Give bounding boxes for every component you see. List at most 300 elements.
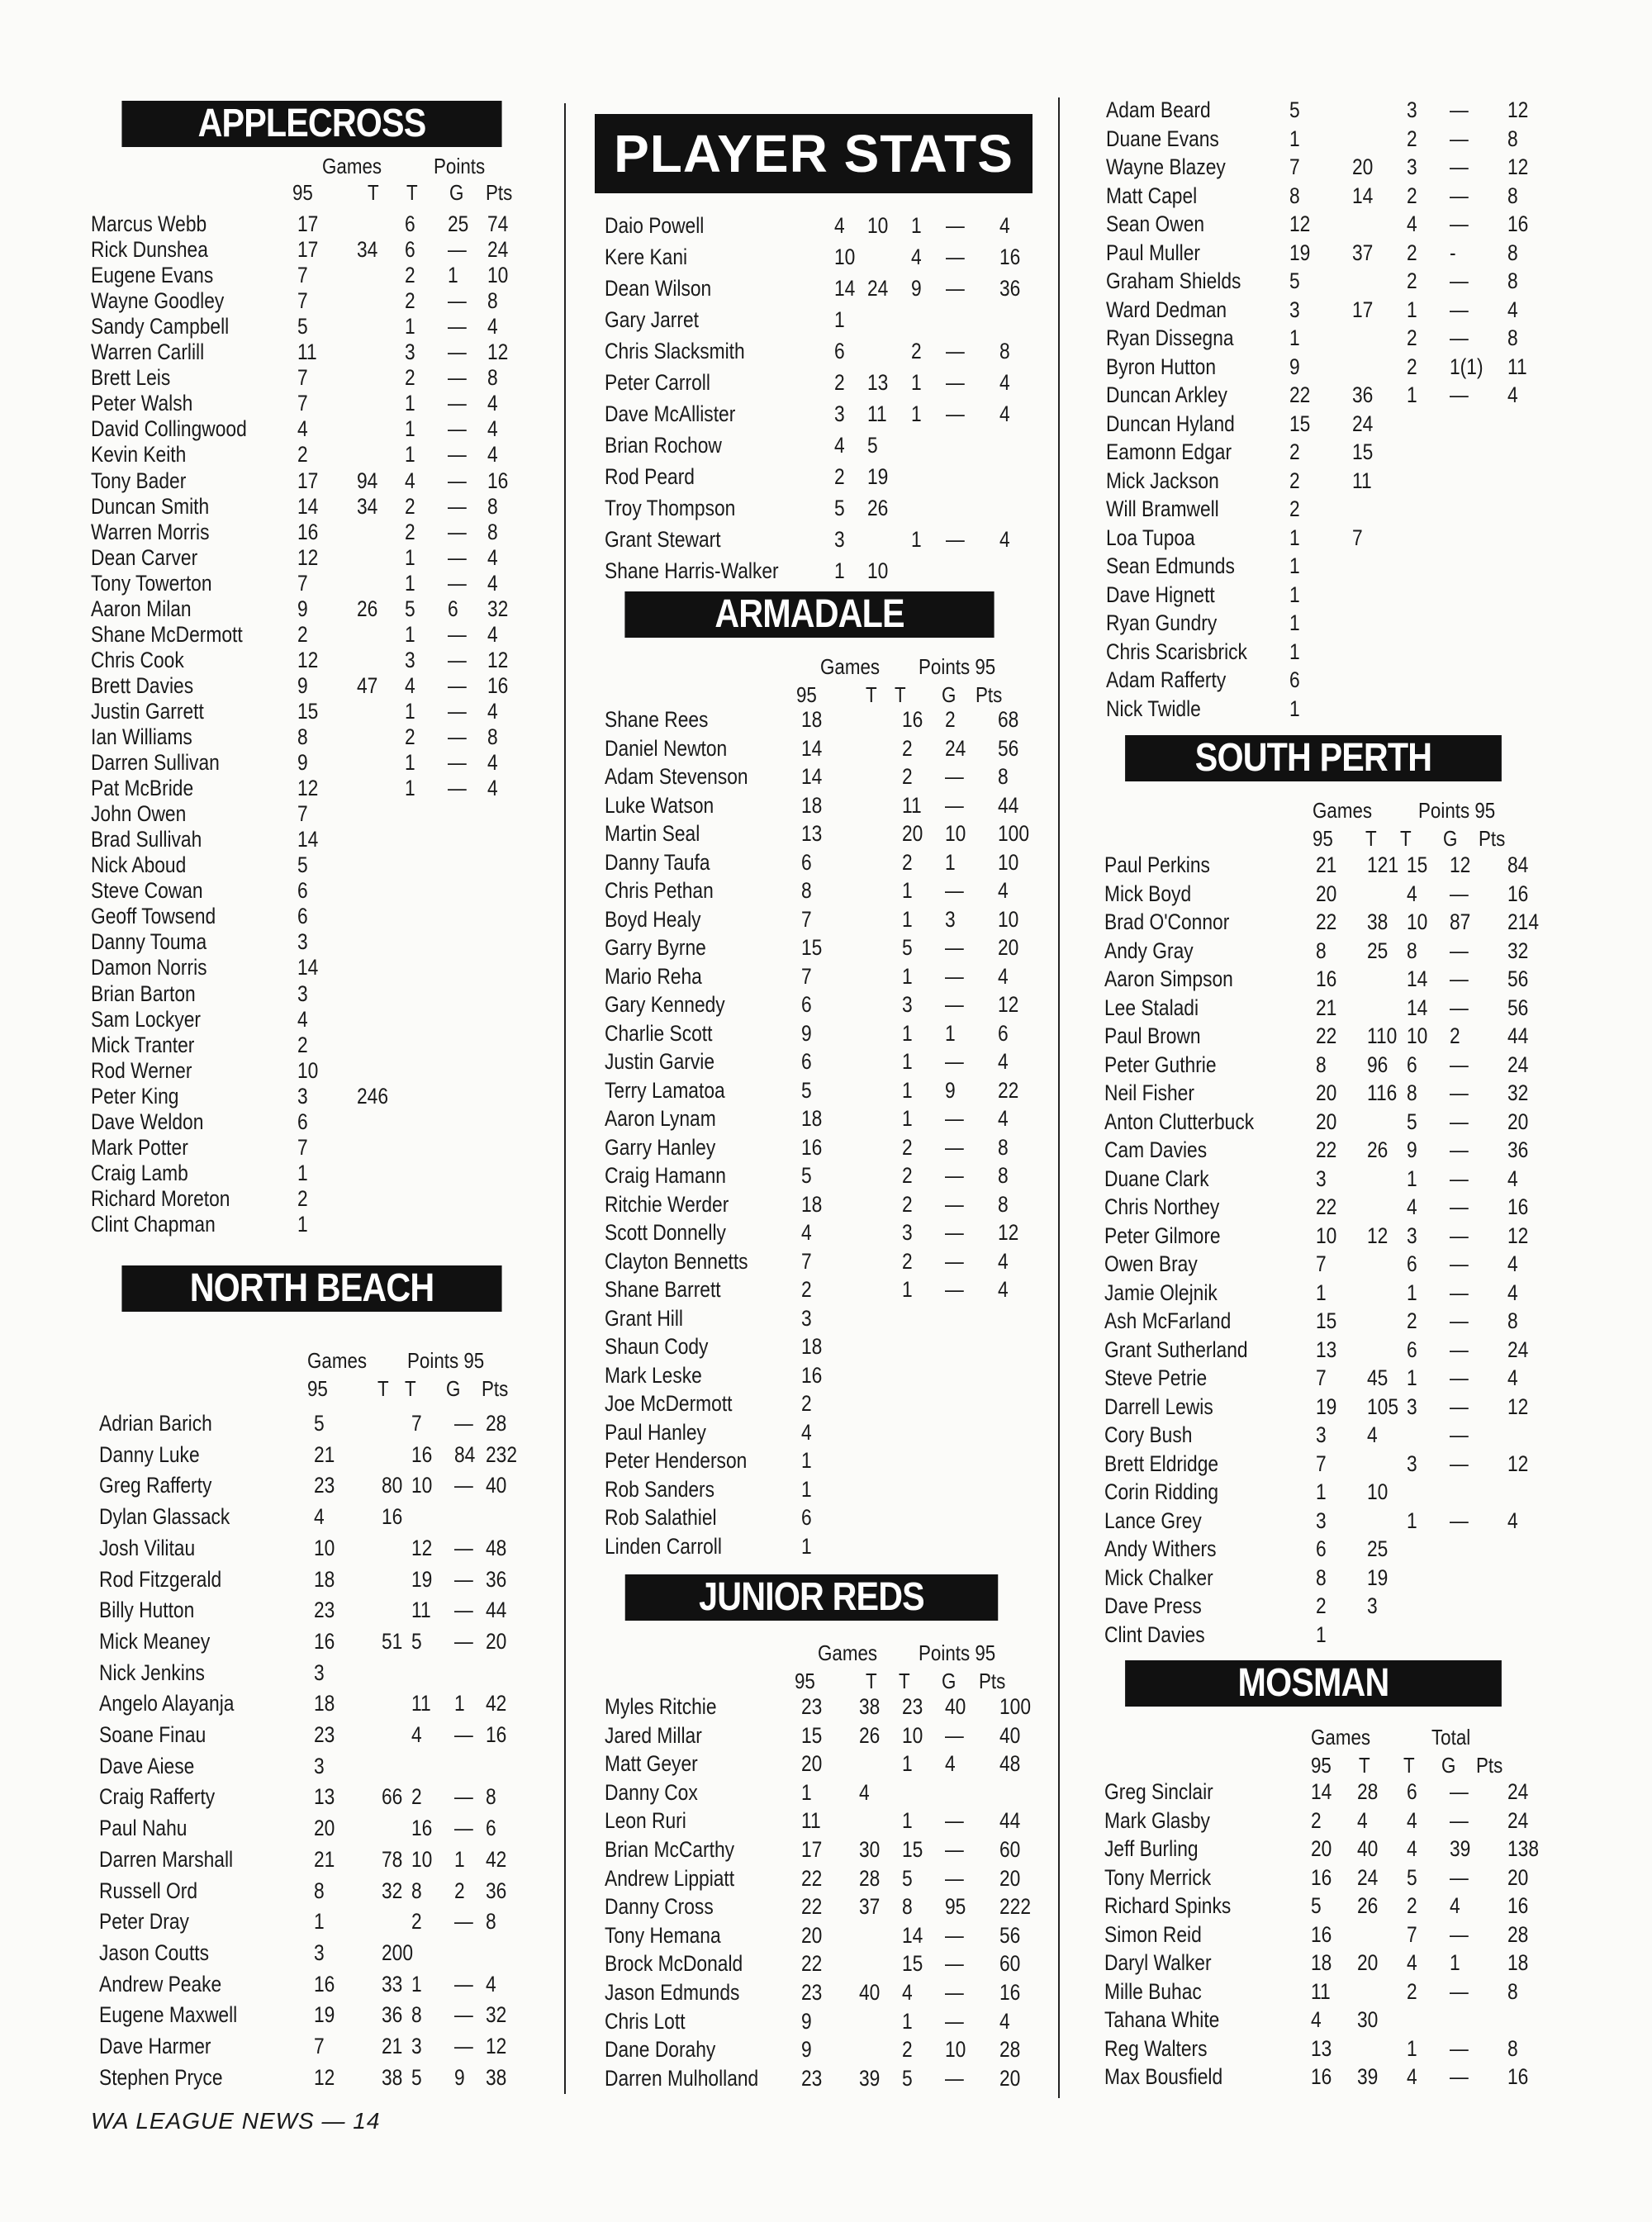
goals: — <box>945 992 964 1017</box>
table-row <box>1094 1166 1532 1195</box>
table-row <box>91 1212 533 1237</box>
table-row <box>91 1754 533 1785</box>
goals: — <box>1450 1978 1469 2004</box>
games-95: 9 <box>801 2008 812 2034</box>
tries: 2 <box>1407 240 1417 265</box>
games-95: 10 <box>834 245 856 269</box>
goals: 4 <box>945 1751 956 1777</box>
tries-t: 24 <box>867 276 889 301</box>
games-95: 22 <box>801 1894 823 1920</box>
goals: — <box>1450 211 1469 236</box>
points: 12 <box>1507 1393 1529 1419</box>
points: 36 <box>1507 1137 1529 1162</box>
games-95: 15 <box>1316 1308 1337 1333</box>
goals: — <box>1450 1166 1469 1191</box>
table-row <box>91 1161 533 1186</box>
points: 8 <box>1507 240 1518 265</box>
points: 8 <box>1507 268 1518 293</box>
tries-t: 246 <box>357 1083 389 1109</box>
points: 4 <box>998 1277 1009 1302</box>
tries-t: 10 <box>867 213 889 238</box>
tries: 23 <box>902 1694 923 1719</box>
player-name: Dane Dorahy <box>605 2037 716 2063</box>
table-row <box>1094 881 1532 910</box>
table-row <box>595 2009 1032 2038</box>
games-95: 4 <box>314 1504 325 1530</box>
points: 12 <box>1507 97 1529 122</box>
table-row <box>595 935 1032 964</box>
tries: 1 <box>911 401 922 426</box>
player-name: Soane Finau <box>99 1722 206 1747</box>
games-95: 2 <box>297 1185 308 1211</box>
table-row <box>1094 639 1532 668</box>
tries: 1 <box>1407 382 1417 407</box>
tries: 1 <box>911 527 922 552</box>
player-name: Kevin Keith <box>91 442 187 468</box>
tries-t: 34 <box>357 237 378 263</box>
points: 4 <box>487 544 498 570</box>
table-row <box>1094 1109 1532 1138</box>
tries-t: 4 <box>859 1779 870 1805</box>
tries-t: 17 <box>1352 297 1374 322</box>
table-row <box>595 307 1032 339</box>
points: 4 <box>1507 1251 1518 1276</box>
table-row <box>1094 1565 1532 1594</box>
games-95: 14 <box>834 276 856 301</box>
table-row <box>595 1866 1032 1895</box>
tries: 5 <box>411 2064 422 2090</box>
table-row <box>1094 995 1532 1024</box>
goals: — <box>946 213 965 238</box>
games-95: 12 <box>297 647 319 672</box>
tries-t: 15 <box>1352 439 1374 464</box>
table-row <box>1094 667 1532 696</box>
games-95: 19 <box>1289 240 1311 265</box>
points: 56 <box>998 735 1019 761</box>
games-95: 23 <box>801 1694 823 1719</box>
games-95: 2 <box>297 621 308 647</box>
games-95: 1 <box>1289 325 1300 350</box>
table-row <box>595 1951 1032 1980</box>
games-95: 7 <box>297 263 308 288</box>
tries: 7 <box>411 1411 422 1436</box>
goals: — <box>1450 1223 1469 1248</box>
tries: 11 <box>902 792 922 818</box>
games-95: 13 <box>801 821 823 846</box>
table-row <box>91 2002 533 2034</box>
games-95: 19 <box>314 2002 335 2028</box>
table-row <box>1094 1808 1532 1837</box>
points: 36 <box>999 276 1021 301</box>
table-row <box>1094 2007 1532 2036</box>
goals: — <box>1450 881 1469 906</box>
goals: — <box>1450 1422 1469 1447</box>
player-name: Jamie Olejnik <box>1104 1280 1218 1305</box>
games-95: 14 <box>297 955 319 980</box>
table-row <box>595 850 1032 879</box>
tries-t: 36 <box>1352 382 1374 407</box>
tries: 1 <box>1407 1280 1417 1305</box>
games-95: 4 <box>834 213 845 238</box>
games-95: 5 <box>801 1077 812 1103</box>
table-row <box>91 1536 533 1567</box>
table-row <box>1094 1865 1532 1894</box>
player-name: Chris Pethan <box>605 878 714 903</box>
goals: — <box>454 2002 473 2028</box>
player-name: Steve Cowan <box>91 878 203 904</box>
table-row <box>1094 1194 1532 1223</box>
player-name: Cory Bush <box>1104 1422 1193 1447</box>
tries: 8 <box>1407 938 1417 963</box>
goals: — <box>945 1191 964 1217</box>
player-name: Shane McDermott <box>91 621 243 647</box>
points: 4 <box>487 776 498 801</box>
points: 60 <box>999 1837 1021 1862</box>
tries: 2 <box>902 2037 913 2063</box>
tries: 2 <box>1407 1308 1417 1333</box>
games-95: 8 <box>314 1878 325 1903</box>
games-95: 20 <box>1316 1109 1337 1134</box>
tries-t: 30 <box>1357 2007 1379 2032</box>
tries-t: 47 <box>357 672 378 698</box>
tries: 2 <box>1407 325 1417 350</box>
points: 4 <box>487 442 498 468</box>
points: 4 <box>487 314 498 339</box>
tries: 1 <box>902 1020 913 1046</box>
games-95: 3 <box>314 1753 325 1778</box>
table-row <box>595 1192 1032 1221</box>
player-name: Dave Weldon <box>91 1109 204 1134</box>
table-row <box>1094 1337 1532 1366</box>
player-name: Richard Moreton <box>91 1185 230 1211</box>
games-95: 14 <box>297 827 319 852</box>
tries: 2 <box>1407 1978 1417 2004</box>
table-row <box>595 1163 1032 1192</box>
tries: 10 <box>1407 1023 1428 1048</box>
games-95: 21 <box>1316 852 1337 877</box>
player-name: Paul Hanley <box>605 1419 706 1445</box>
points: 32 <box>1507 1080 1529 1105</box>
tries: 1 <box>911 370 922 395</box>
goals: — <box>1450 1450 1469 1476</box>
table-row <box>595 1078 1032 1107</box>
goals: 39 <box>1450 1836 1471 1861</box>
team-banner: SOUTH PERTH <box>1125 735 1502 781</box>
player-name: Chris Cook <box>91 647 184 672</box>
player-name: Danny Luke <box>99 1441 200 1467</box>
points: 24 <box>487 237 509 263</box>
games-95: 8 <box>1316 938 1327 963</box>
points: 48 <box>486 1535 507 1560</box>
tries: 1 <box>405 621 415 647</box>
points: 10 <box>998 906 1019 932</box>
player-name: Marcus Webb <box>91 211 207 236</box>
goals: 6 <box>448 596 458 621</box>
player-name: Clint Chapman <box>91 1211 216 1237</box>
points: 12 <box>487 339 509 365</box>
table-row <box>1094 1422 1532 1451</box>
games-95: 9 <box>297 596 308 621</box>
player-name: Boyd Healy <box>605 906 701 932</box>
goals: — <box>1450 1393 1469 1419</box>
points: 8 <box>1507 2035 1518 2061</box>
player-name: Adam Rafferty <box>1106 667 1227 692</box>
player-name: Kere Kani <box>605 245 688 269</box>
table-row <box>1094 468 1532 497</box>
tries: 10 <box>411 1846 433 1872</box>
games-95: 5 <box>314 1411 325 1436</box>
tries: 1 <box>1407 1166 1417 1191</box>
player-name: Martin Seal <box>605 821 700 846</box>
games-95: 22 <box>1316 1194 1337 1219</box>
tries-t: 36 <box>382 2002 403 2028</box>
goals: — <box>1450 938 1469 963</box>
table-row <box>91 724 533 750</box>
table-row <box>91 596 533 622</box>
player-name: Paul Nahu <box>99 1816 188 1841</box>
player-name: Richard Spinks <box>1104 1893 1232 1918</box>
goals: — <box>1450 154 1469 179</box>
table-row <box>1094 297 1532 326</box>
tries-t: 16 <box>382 1504 403 1530</box>
points: 8 <box>486 1784 496 1810</box>
player-name: David Collingwood <box>91 416 247 442</box>
player-name: Russell Ord <box>99 1878 198 1903</box>
table-row <box>1094 1080 1532 1109</box>
tries-t: 78 <box>382 1846 403 1872</box>
tries-t: 96 <box>1367 1052 1389 1077</box>
tries: 2 <box>1407 268 1417 293</box>
goals: 2 <box>945 707 956 732</box>
games-95: 23 <box>314 1473 335 1498</box>
games-95: 8 <box>1289 183 1300 208</box>
table-row <box>1094 1622 1532 1651</box>
table-row <box>91 776 533 801</box>
team-banner: APPLECROSS <box>121 101 501 147</box>
games-95: 16 <box>314 1628 335 1654</box>
games-95: 16 <box>801 1362 823 1388</box>
tries: 12 <box>411 1535 433 1560</box>
games-95: 1 <box>1289 582 1300 607</box>
points: 4 <box>487 698 498 724</box>
tries-t: 38 <box>382 2064 403 2090</box>
player-name: Myles Ritchie <box>605 1694 717 1719</box>
table-row <box>91 339 533 365</box>
tries: 14 <box>1407 966 1428 991</box>
tries: 1 <box>902 1077 913 1103</box>
games-95: 7 <box>297 570 308 596</box>
player-name: Andy Withers <box>1104 1536 1217 1561</box>
goals: — <box>945 963 964 989</box>
tries-t: 20 <box>1357 1950 1379 1975</box>
goals: — <box>454 1411 473 1436</box>
table-row <box>595 1751 1032 1780</box>
points: 4 <box>487 750 498 776</box>
games-95: 2 <box>801 1277 812 1302</box>
points: 16 <box>487 672 509 698</box>
tries-t: 40 <box>1357 1836 1379 1861</box>
goals: — <box>945 764 964 789</box>
table-row <box>91 1722 533 1754</box>
tries: 6 <box>1407 1052 1417 1077</box>
player-name: Ryan Dissegna <box>1106 325 1234 350</box>
table-row <box>91 1084 533 1109</box>
goals: — <box>945 878 964 903</box>
player-name: Sam Lockyer <box>91 1006 201 1032</box>
table-row <box>91 981 533 1007</box>
player-name: Scott Donnelly <box>605 1220 726 1245</box>
table-header: Games Points 95 95 T T G Pts <box>1313 798 1506 851</box>
player-name: Grant Sutherland <box>1104 1337 1248 1362</box>
table-row <box>595 736 1032 765</box>
player-name: Shane Rees <box>605 707 709 732</box>
team-banner: JUNIOR REDS <box>625 1574 999 1621</box>
goals: 12 <box>1450 852 1471 877</box>
tries-t: 26 <box>1357 1893 1379 1918</box>
tries: 8 <box>411 2002 422 2028</box>
player-name: Matt Geyer <box>605 1751 698 1777</box>
games-95: 23 <box>314 1598 335 1623</box>
goals: 24 <box>945 735 966 761</box>
player-name: Peter Gilmore <box>1104 1223 1221 1248</box>
tries: 1 <box>405 698 415 724</box>
tries: 2 <box>902 735 913 761</box>
table-row <box>91 1629 533 1660</box>
games-95: 6 <box>801 1049 812 1074</box>
player-name: Ash McFarland <box>1104 1308 1232 1333</box>
points: 222 <box>999 1894 1032 1920</box>
goals: — <box>945 1277 964 1302</box>
points: 28 <box>999 2037 1021 2063</box>
tries-t: 34 <box>357 493 378 519</box>
games-95: 20 <box>1311 1836 1332 1861</box>
table-row <box>91 1473 533 1504</box>
tries: 2 <box>405 288 415 314</box>
points: 8 <box>998 1191 1009 1217</box>
goals: — <box>1450 2064 1469 2089</box>
tries: 3 <box>902 1220 913 1245</box>
tries: 3 <box>411 2034 422 2058</box>
player-name: Shane Harris-Walker <box>605 558 779 583</box>
games-95: 17 <box>297 211 319 236</box>
points: 12 <box>1507 1223 1529 1248</box>
goals: — <box>448 339 467 365</box>
table-header: Games Points 95 T T G Pts <box>292 154 513 205</box>
games-95: 3 <box>297 929 308 955</box>
games-95: 17 <box>297 237 319 263</box>
player-name: Dean Carver <box>91 544 198 570</box>
table-row <box>595 1837 1032 1866</box>
tries: 2 <box>405 724 415 749</box>
player-name: Corin Ridding <box>1104 1479 1219 1504</box>
table-row <box>91 1972 533 2003</box>
player-name: Luke Watson <box>605 792 714 818</box>
points: 42 <box>486 1846 507 1872</box>
games-95: 20 <box>314 1816 335 1841</box>
goals: — <box>1450 1921 1469 1947</box>
player-name: Rob Salathiel <box>605 1505 717 1530</box>
player-name: Cam Davies <box>1104 1137 1208 1162</box>
table-row <box>595 276 1032 307</box>
tries: 19 <box>411 1566 433 1592</box>
goals: — <box>448 365 467 391</box>
table-row <box>91 520 533 545</box>
games-95: 18 <box>801 792 823 818</box>
player-name: Neil Fisher <box>1104 1080 1194 1105</box>
tries-t: 66 <box>382 1784 403 1810</box>
player-name: Charlie Scott <box>605 1020 713 1046</box>
table-row <box>595 1391 1032 1420</box>
tries-t: 12 <box>1367 1223 1389 1248</box>
table-row <box>91 673 533 699</box>
points: 8 <box>487 493 498 519</box>
table-row <box>91 442 533 468</box>
player-name: Chris Scarisbrick <box>1106 639 1247 664</box>
table-row <box>595 1780 1032 1809</box>
player-name: Brad O'Connor <box>1104 909 1230 934</box>
column-divider <box>564 103 566 2094</box>
table-row <box>595 707 1032 736</box>
games-95: 1 <box>314 1909 325 1935</box>
tries: 8 <box>902 1894 913 1920</box>
player-name: Dave Harmer <box>99 2034 211 2058</box>
goals: 1 <box>1450 1950 1460 1975</box>
games-95: 16 <box>1316 966 1337 991</box>
points: 4 <box>1507 297 1518 322</box>
table-row <box>1094 1137 1532 1166</box>
games-95: 21 <box>314 1846 335 1872</box>
points: 4 <box>999 401 1010 426</box>
table-row <box>1094 439 1532 468</box>
table-row <box>91 1504 533 1536</box>
tries-t: 116 <box>1367 1080 1398 1105</box>
player-name: Byron Hutton <box>1106 354 1217 379</box>
games-95: 5 <box>801 1163 812 1188</box>
goals: — <box>454 1784 473 1810</box>
player-name: Darrell Lewis <box>1104 1393 1213 1419</box>
player-name: Dylan Glassack <box>99 1504 230 1530</box>
points: 12 <box>1507 1450 1529 1476</box>
points: 20 <box>999 1865 1021 1891</box>
tries: 2 <box>902 1134 913 1160</box>
points: 4 <box>998 1248 1009 1274</box>
player-name: Mille Buhac <box>1104 1978 1202 2004</box>
tries-t: 38 <box>859 1694 881 1719</box>
points: 138 <box>1507 1836 1540 1861</box>
table-row <box>595 339 1032 370</box>
goals: — <box>448 442 467 468</box>
player-name: Sean Owen <box>1106 211 1205 236</box>
goals: — <box>448 570 467 596</box>
player-name: Clint Davies <box>1104 1621 1205 1647</box>
points: 40 <box>999 1722 1021 1748</box>
points: 4 <box>1507 1280 1518 1305</box>
player-name: Peter Dray <box>99 1909 189 1935</box>
goals: — <box>448 647 467 672</box>
column-divider <box>1058 97 1060 2098</box>
table-row <box>595 964 1032 993</box>
player-name: Loa Tupoa <box>1106 525 1195 550</box>
tries: 1 <box>902 1049 913 1074</box>
table-row <box>1094 2064 1532 2093</box>
table-row <box>595 764 1032 793</box>
player-name: Gary Kennedy <box>605 992 725 1017</box>
tries: 16 <box>902 707 923 732</box>
games-95: 14 <box>801 735 823 761</box>
games-95: 1 <box>801 1448 812 1473</box>
tries: 8 <box>411 1878 422 1903</box>
tries: 3 <box>902 992 913 1017</box>
